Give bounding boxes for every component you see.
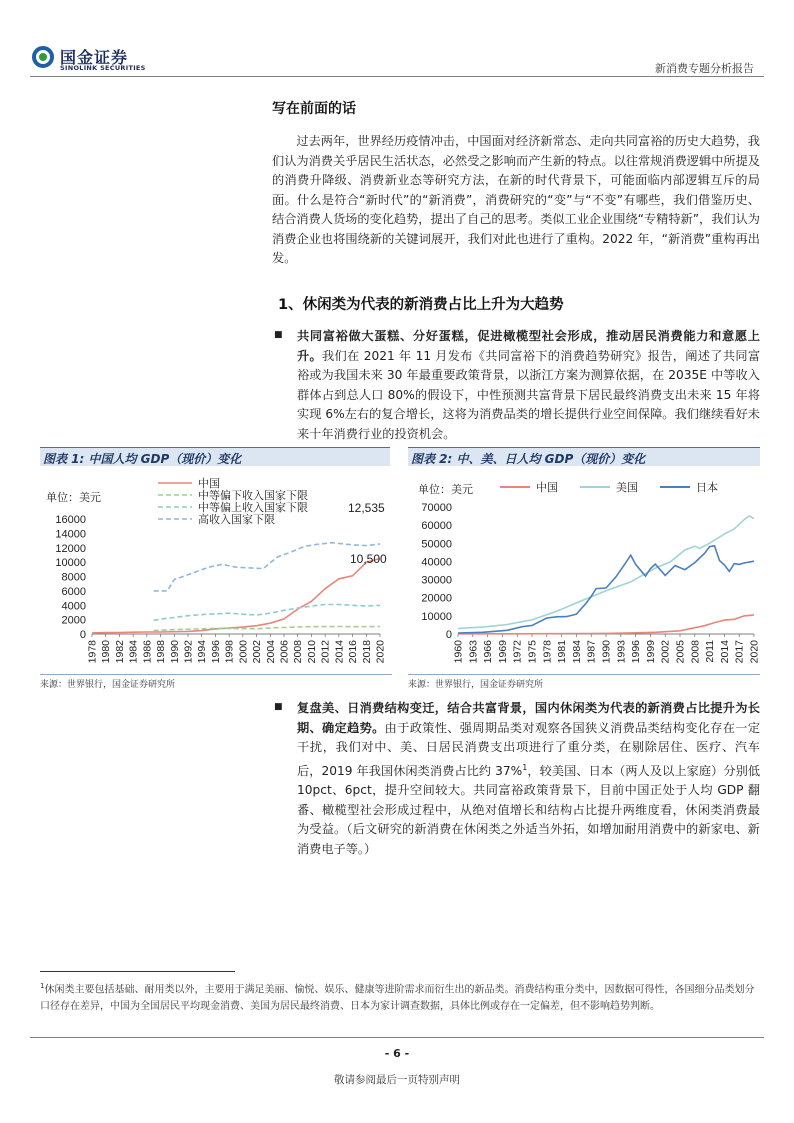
chart-1-x-tick-label: 1986 bbox=[141, 640, 154, 664]
chart-1-legend-label: 中国 bbox=[198, 478, 220, 490]
chart-1-y-tick-label: 2000 bbox=[61, 614, 86, 627]
chart-2-x-tick-label: 1960 bbox=[452, 640, 465, 664]
chart-2-x-tick-label: 2017 bbox=[733, 640, 746, 664]
report-type: 新消费专题分析报告 bbox=[655, 62, 754, 75]
bullet-1-lead: 共同富裕做大蛋糕、分好蛋糕，促进橄榄型社会形成，推动居民消费能力和意愿上升。 bbox=[297, 329, 760, 363]
bullet-2-body-b: ，较美国、日本（两人及以上家庭）分别低 10pct、6pct，提升空间较大。共同富裕政策背景下，目前中国正处于人均 GDP 翻番、橄榄型社会形成过程中，从绝对值增长和结构占比提升两维度看，休闲类消费最为受益。（后文研究的新消费在休闲类之外适当外拓，如增加耐用消费中的新家电、新消费电子等。） bbox=[297, 763, 761, 856]
bullet-2-body-a: 由于政策性、强周期品类对观察各国狭义消费品类结构变化存在一定干扰，我们对中、美、日居民消费支出项进行了重分类，在剔除居住、医疗、汽车后，2019 年我国休闲类消费占比约 37% bbox=[297, 720, 761, 778]
disclaimer-note: 敬请参阅最后一页特别声明 bbox=[334, 1074, 460, 1086]
chart-2-series-line bbox=[458, 546, 754, 633]
chart-1-legend-label: 高收入国家下限 bbox=[198, 514, 275, 526]
chart-1-x-tick-label: 2012 bbox=[319, 640, 332, 664]
header-divider bbox=[30, 76, 764, 77]
chart-2-title-bar bbox=[408, 447, 760, 466]
chart-1-y-tick-label: 4000 bbox=[61, 600, 86, 613]
chart-1-legend-label: 中等偏上收入国家下限 bbox=[198, 502, 308, 514]
chart-1-y-tick-label: 10000 bbox=[55, 557, 86, 570]
bullet-paragraph-1 bbox=[297, 327, 760, 444]
chart-2-legend-label: 中国 bbox=[536, 482, 558, 494]
chart-2 bbox=[408, 468, 762, 674]
chart-1-x-tick-label: 1998 bbox=[223, 640, 236, 664]
chart-2-x-tick-label: 1966 bbox=[482, 640, 495, 664]
intro-title: 写在前面的话 bbox=[272, 101, 356, 117]
chart-1-series-line bbox=[92, 559, 380, 633]
chart-1-y-tick-label: 0 bbox=[79, 629, 86, 641]
logo-name-cn: 国金证券 bbox=[60, 48, 129, 67]
chart-1-title: 图表 1: 中国人均 GDP（现价）变化 bbox=[43, 452, 242, 466]
footer-divider bbox=[30, 1037, 764, 1038]
chart-1-unit: 单位：美元 bbox=[46, 492, 101, 504]
chart-2-legend-label: 美国 bbox=[616, 482, 638, 494]
chart-2-x-tick-label: 1972 bbox=[511, 640, 524, 664]
chart-1-series-line bbox=[154, 543, 380, 591]
chart-2-x-tick-label: 2008 bbox=[689, 640, 702, 664]
chart-2-series-line bbox=[458, 516, 754, 629]
chart-1-x-tick-label: 1982 bbox=[113, 640, 126, 664]
footnote-ref[interactable]: 1 bbox=[522, 762, 528, 772]
chart-1-x-tick-label: 2020 bbox=[374, 640, 387, 664]
chart-2-title: 图表 2: 中、美、日人均 GDP（现价）变化 bbox=[411, 452, 646, 466]
chart-2-x-tick-label: 1999 bbox=[644, 640, 657, 664]
chart-2-y-tick-label: 60000 bbox=[421, 520, 452, 533]
chart-2-unit: 单位：美元 bbox=[418, 484, 473, 496]
chart-2-x-tick-label: 1984 bbox=[570, 640, 583, 664]
chart-2-y-tick-label: 70000 bbox=[421, 502, 452, 514]
bullet-2-lead: 复盘美、日消费结构变迁，结合共富背景，国内休闲类为代表的新消费占比提升为长期、确定趋势。 bbox=[297, 701, 760, 735]
chart-1 bbox=[40, 468, 392, 674]
chart-1-annotation: 10,500 bbox=[350, 552, 387, 566]
chart-2-x-tick-label: 2014 bbox=[718, 640, 731, 664]
chart-2-y-tick-label: 0 bbox=[445, 629, 452, 641]
bullet-marker-2: ■ bbox=[274, 702, 283, 712]
chart-1-series-line bbox=[154, 605, 380, 621]
chart-1-y-tick-label: 8000 bbox=[61, 571, 86, 584]
chart-1-x-tick-label: 2004 bbox=[264, 640, 277, 664]
chart-2-y-tick-label: 10000 bbox=[421, 610, 452, 623]
chart-2-x-tick-label: 1987 bbox=[585, 640, 598, 664]
chart-2-y-tick-label: 30000 bbox=[421, 574, 452, 587]
section-heading: 1、休闲类为代表的新消费占比上升为大趋势 bbox=[278, 297, 564, 313]
chart-2-x-tick-label: 2020 bbox=[748, 640, 761, 664]
chart-2-x-tick-label: 1993 bbox=[615, 640, 628, 664]
chart-2-x-tick-label: 1963 bbox=[467, 640, 480, 664]
chart-1-x-tick-label: 1980 bbox=[100, 640, 113, 664]
chart-1-x-tick-label: 2018 bbox=[360, 640, 373, 664]
chart-1-bottom-rule bbox=[40, 674, 392, 675]
chart-1-x-tick-label: 1990 bbox=[168, 640, 181, 664]
bullet-marker-1: ■ bbox=[274, 330, 283, 340]
bullet-1-body: 我们在 2021 年 11 月发布《共同富裕下的消费趋势研究》报告，阐述了共同富裕或为我国未来 30 年最重要政策背景，以浙江方案为测算依据，在 2035E 中等收入群体占到总人口 80%的假设下，中性预测共富背景下居民最终消费支出未来 15 年将实现 6%左右的复合增长，这将为消费品类的增长提供行业空间保障。我们继续看好未来十年消费行业的投资机会。 bbox=[297, 348, 761, 441]
chart-2-y-tick-label: 50000 bbox=[421, 538, 452, 551]
chart-2-bottom-rule bbox=[408, 674, 760, 675]
footnote-mark: 1 bbox=[40, 982, 45, 990]
chart-1-y-tick-label: 6000 bbox=[61, 585, 86, 598]
chart-1-x-tick-label: 1978 bbox=[86, 640, 99, 664]
chart-2-x-tick-label: 1969 bbox=[496, 640, 509, 664]
chart-1-y-tick-label: 12000 bbox=[55, 542, 86, 555]
chart-1-x-tick-label: 2002 bbox=[251, 640, 264, 664]
chart-1-x-tick-label: 1988 bbox=[155, 640, 168, 664]
chart-1-x-tick-label: 2006 bbox=[278, 640, 291, 664]
chart-2-y-tick-label: 20000 bbox=[421, 592, 452, 605]
bullet-paragraph-2 bbox=[297, 699, 760, 859]
chart-2-x-tick-label: 1981 bbox=[556, 640, 569, 664]
chart-1-series-line bbox=[154, 627, 380, 631]
chart-2-x-tick-label: 2005 bbox=[674, 640, 687, 664]
chart-2-x-tick-label: 1990 bbox=[600, 640, 613, 664]
footnote bbox=[40, 978, 760, 1015]
chart-1-source: 来源：世界银行，国金证券研究所 bbox=[40, 680, 176, 690]
chart-2-x-tick-label: 1996 bbox=[630, 640, 643, 664]
logo-name-en: SINOLINK SECURITIES bbox=[60, 64, 146, 72]
chart-1-x-tick-label: 2010 bbox=[305, 640, 318, 664]
chart-2-x-tick-label: 1975 bbox=[526, 640, 539, 664]
chart-1-x-tick-label: 1994 bbox=[196, 640, 209, 664]
chart-2-x-tick-label: 2011 bbox=[704, 640, 717, 663]
chart-2-source: 来源：世界银行，国金证券研究所 bbox=[408, 680, 544, 690]
chart-1-annotation: 12,535 bbox=[348, 501, 385, 515]
chart-2-legend-label: 日本 bbox=[696, 482, 718, 494]
chart-1-y-tick-label: 14000 bbox=[55, 528, 86, 541]
chart-1-x-tick-label: 2016 bbox=[347, 640, 360, 664]
chart-1-x-tick-label: 2014 bbox=[333, 640, 346, 664]
chart-2-x-tick-label: 1978 bbox=[541, 640, 554, 664]
chart-1-title-bar bbox=[40, 447, 390, 466]
logo-icon bbox=[32, 46, 54, 68]
footnote-text: 休闲类主要包括基础、耐用类以外，主要用于满足美丽、愉悦、娱乐、健康等进阶需求而衍生出的新品类。消费结构重分类中，因数据可得性，各国细分品类划分口径存在差异，中国为全国居民平均现金消费、美国为居民最终消费、日本为家计调查数据，具体比例或存在一定偏差，但不影响趋势判断。 bbox=[40, 984, 755, 1012]
chart-1-x-tick-label: 1984 bbox=[127, 640, 140, 664]
chart-1-y-tick-label: 16000 bbox=[55, 514, 86, 526]
chart-1-x-tick-label: 1996 bbox=[209, 640, 222, 664]
chart-1-x-tick-label: 2008 bbox=[292, 640, 305, 664]
chart-1-x-tick-label: 2000 bbox=[237, 640, 250, 664]
chart-2-y-tick-label: 40000 bbox=[421, 556, 452, 569]
page-number: - 6 - bbox=[384, 1047, 410, 1060]
chart-1-x-tick-label: 1992 bbox=[182, 640, 195, 664]
intro-paragraph: 过去两年，世界经历疫情冲击，中国面对经济新常态、走向共同富裕的历史大趋势，我们认为消费关乎居民生活状态，必然受之影响而产生新的特点。以往常规消费逻辑中所提及的消费升降级、消费新业态等研究方法，在新的时代背景下，可能面临内部逻辑互斥的局面。什么是符合“新时代”的“新消费”，消费研究的“变”与“不变”有哪些，我们借鉴历史、结合消费人货场的变化趋势，提出了自己的思考。类似工业企业围绕“专精特新”，我们认为消费企业也将围绕新的关键词展开，我们对此也进行了重构。2022 年，“新消费”重构再出发。 bbox=[272, 134, 760, 265]
footnote-divider bbox=[40, 971, 235, 972]
chart-2-x-tick-label: 2002 bbox=[659, 640, 672, 664]
chart-1-legend-label: 中等偏下收入国家下限 bbox=[198, 490, 308, 502]
